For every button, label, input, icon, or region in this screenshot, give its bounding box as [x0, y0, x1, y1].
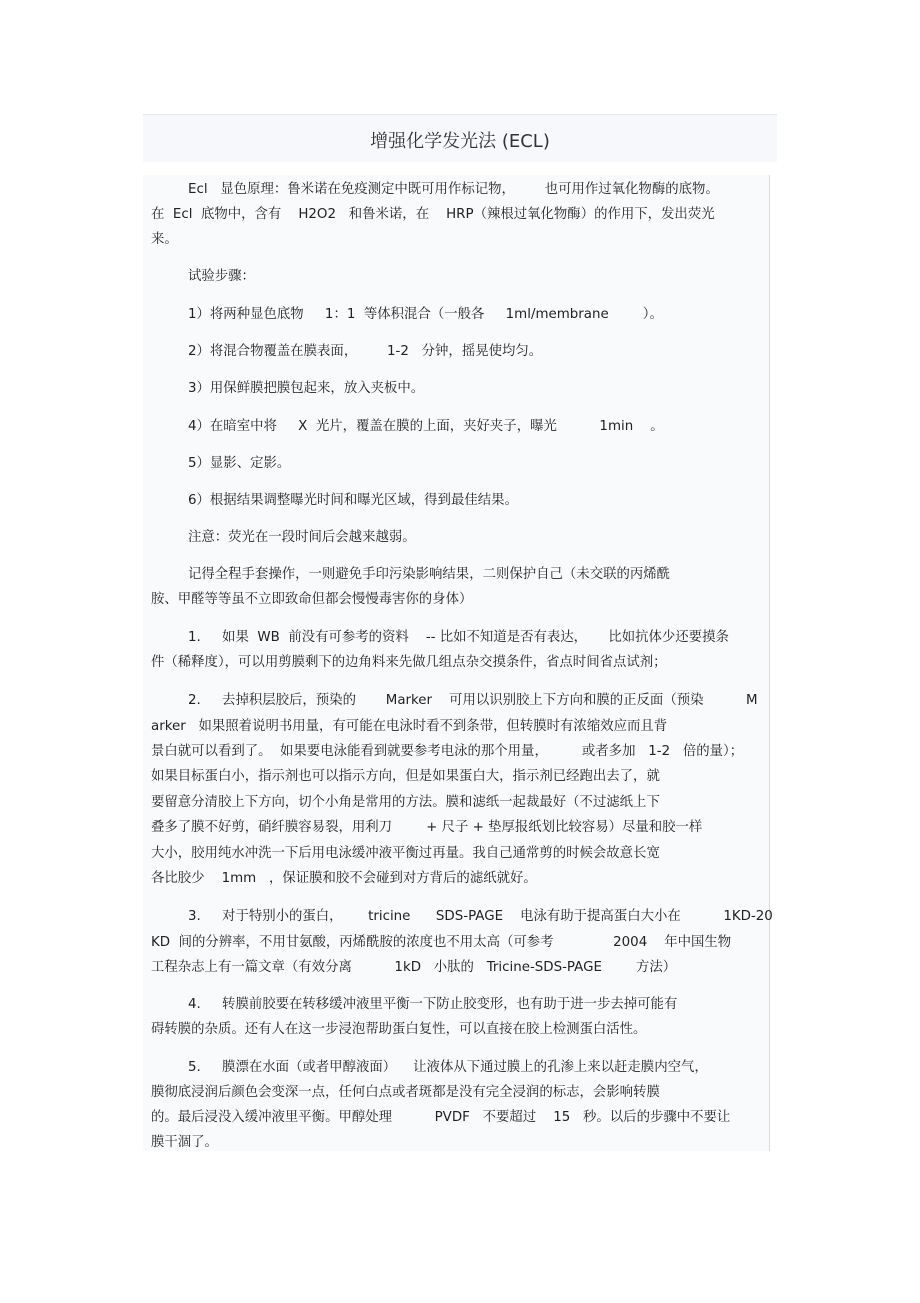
title-band	[143, 114, 777, 162]
step-item: 1）将两种显色底物 1：1 等体积混合（一般各 1ml/membrane ）。	[188, 307, 663, 322]
tip-line: 2. 去掉积层胶后，预染的 Marker 可用以识别胶上下方向和膜的正反面（预染 M	[188, 693, 758, 708]
tip-line: 5. 膜漂在水面（或者甲醇液面） 让液体从下通过膜上的孔渗上来以赶走膜内空气，	[188, 1060, 708, 1075]
tip-line: 膜彻底浸润后颜色会变深一点，任何白点或者斑都是没有完全浸润的标志，会影响转膜	[151, 1085, 660, 1100]
paragraph-line: Ecl 显色原理：鲁米诺在免疫测定中既可用作标记物， 也可用作过氧化物酶的底物。	[188, 182, 719, 197]
tip-line: 大小，胶用纯水冲洗一下后用电泳缓冲液平衡过再量。我自己通常剪的时候会故意长宽	[151, 846, 660, 861]
step-item: 6）根据结果调整曝光时间和曝光区域，得到最佳结果。	[188, 493, 518, 508]
tip-line: 4. 转膜前胶要在转移缓冲液里平衡一下防止胶变形，也有助于进一步去掉可能有	[188, 997, 678, 1012]
page-title: 增强化学发光法 (ECL)	[370, 131, 550, 152]
paragraph-line: 胺、甲醛等等虽不立即致命但都会慢慢毒害你的身体）	[151, 592, 473, 607]
step-item: 5）显影、定影。	[188, 456, 291, 471]
tip-line: 件（稀释度），可以用剪膜剩下的边角料来先做几组点杂交摸条件，省点时间省点试剂；	[151, 655, 667, 670]
tip-line: 景白就可以看到了。 如果要电泳能看到就要参考电泳的那个用量， 或者多加 1-2 倍的量）；	[151, 744, 744, 759]
step-item: 3）用保鲜膜把膜包起来，放入夹板中。	[188, 381, 425, 396]
tip-line: arker 如果照着说明书用量，有可能在电泳时看不到条带，但转膜时有浓缩效应而且背	[151, 719, 668, 734]
tip-line: 要留意分清胶上下方向，切个小角是常用的方法。膜和滤纸一起裁最好（不过滤纸上下	[151, 795, 660, 810]
tip-line: 叠多了膜不好剪，硝纤膜容易裂，用利刀 + 尺子 + 垫厚报纸划比较容易）尽量和胶一样	[151, 820, 703, 835]
tip-line: 3. 对于特别小的蛋白， tricine SDS-PAGE 电泳有助于提高蛋白大小在 1KD-20	[188, 909, 773, 924]
tip-line: 膜干涸了。	[151, 1135, 218, 1150]
paragraph-line: 记得全程手套操作，一则避免手印污染影响结果，二则保护自己（未交联的丙烯酰	[188, 567, 671, 582]
tip-line: 各比胶少 1mm ，保证膜和胶不会碰到对方背后的滤纸就好。	[151, 871, 537, 886]
note-line: 注意：荧光在一段时间后会越来越弱。	[188, 530, 416, 545]
tip-line: 的。最后浸没入缓冲液里平衡。甲醇处理 PVDF 不要超过 15 秒。以后的步骤中不要让	[151, 1110, 731, 1125]
paragraph-line: 来。	[151, 232, 178, 247]
paragraph-line: 在 Ecl 底物中，含有 H2O2 和鲁米诺，在 HRP（辣根过氧化物酶）的作用下，发出荧光	[151, 207, 715, 222]
step-item: 4）在暗室中将 X 光片，覆盖在膜的上面，夹好夹子，曝光 1min 。	[188, 419, 664, 434]
tip-line: 工程杂志上有一篇文章（有效分离 1kD 小肽的 Tricine-SDS-PAGE 方法）	[151, 960, 677, 975]
tip-line: KD 间的分辨率，不用甘氨酸，丙烯酰胺的浓度也不用太高（可参考 2004 年中国生物	[151, 935, 732, 950]
section-heading: 试验步骤：	[188, 269, 255, 284]
tip-line: 碍转膜的杂质。还有人在这一步浸泡帮助蛋白复性，可以直接在胶上检测蛋白活性。	[151, 1022, 647, 1037]
step-item: 2）将混合物覆盖在膜表面， 1-2 分钟，摇晃使均匀。	[188, 344, 543, 359]
tip-line: 如果目标蛋白小，指示剂也可以指示方向，但是如果蛋白大，指示剂已经跑出去了，就	[151, 769, 660, 784]
tip-line: 1. 如果 WB 前没有可参考的资料 -- 比如不知道是否有表达， 比如抗体少还要摸条	[188, 630, 729, 645]
